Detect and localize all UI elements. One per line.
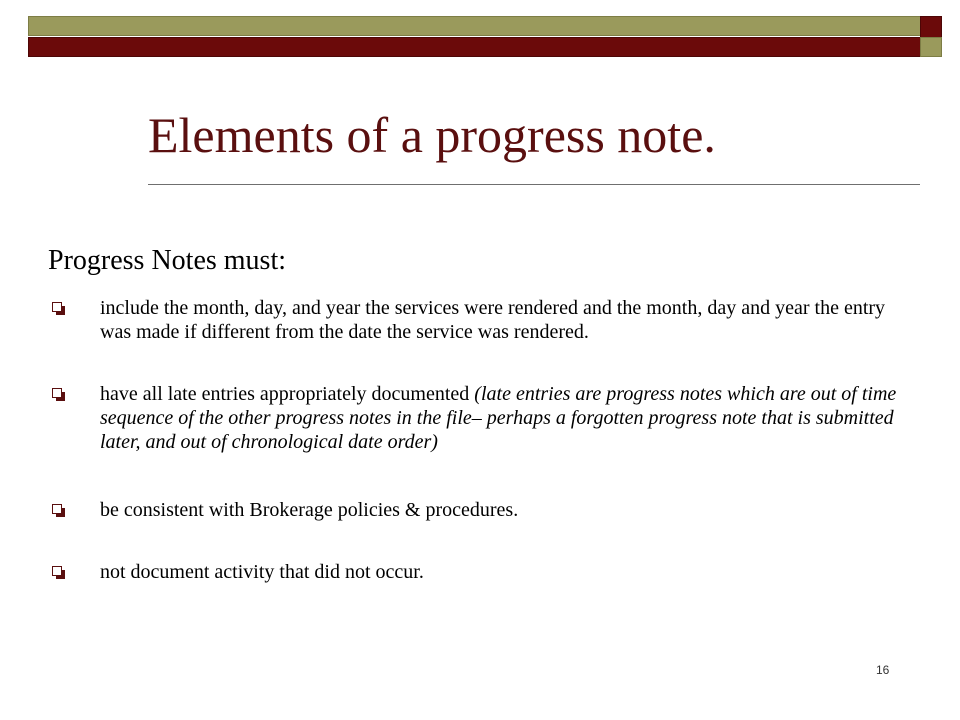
header-bar-maroon (28, 37, 922, 57)
bullet-text: include the month, day, and year the services were rendered and the month, day and year the entry was made if different from the date the service was rendered. (100, 297, 886, 343)
bullet-item (48, 498, 908, 522)
bullet-item (48, 296, 908, 344)
square-bullet-icon (52, 302, 62, 312)
page-number: 16 (876, 663, 890, 677)
square-bullet-icon (52, 388, 62, 398)
square-bullet-icon (52, 504, 62, 514)
bullet-text: be consistent with Brokerage policies & procedures. (100, 499, 519, 521)
header-bar-olive (28, 16, 922, 36)
bullet-item (48, 560, 908, 584)
title-divider (148, 184, 920, 185)
bullet-italic-note: (late entries are progress notes which are out of time sequence of the other progress notes in the file– perhaps a forgotten progress note that is submitted later, and out of chronological date order) (100, 383, 897, 453)
header-square-maroon (920, 16, 942, 38)
header-square-olive (920, 37, 942, 57)
bullet-list (48, 296, 908, 584)
bullet-text: have all late entries appropriately documented (late entries are progress notes which are out of time sequence of the other progress notes in the file– perhaps a forgotten progress note that is submitted later, and out of chronological date order) (100, 383, 897, 453)
square-bullet-icon (52, 566, 62, 576)
bullet-item (48, 382, 908, 454)
bullet-text: not document activity that did not occur. (100, 561, 424, 583)
slide-subtitle: Progress Notes must: (48, 245, 286, 276)
slide-title: Elements of a progress note. (148, 107, 716, 163)
